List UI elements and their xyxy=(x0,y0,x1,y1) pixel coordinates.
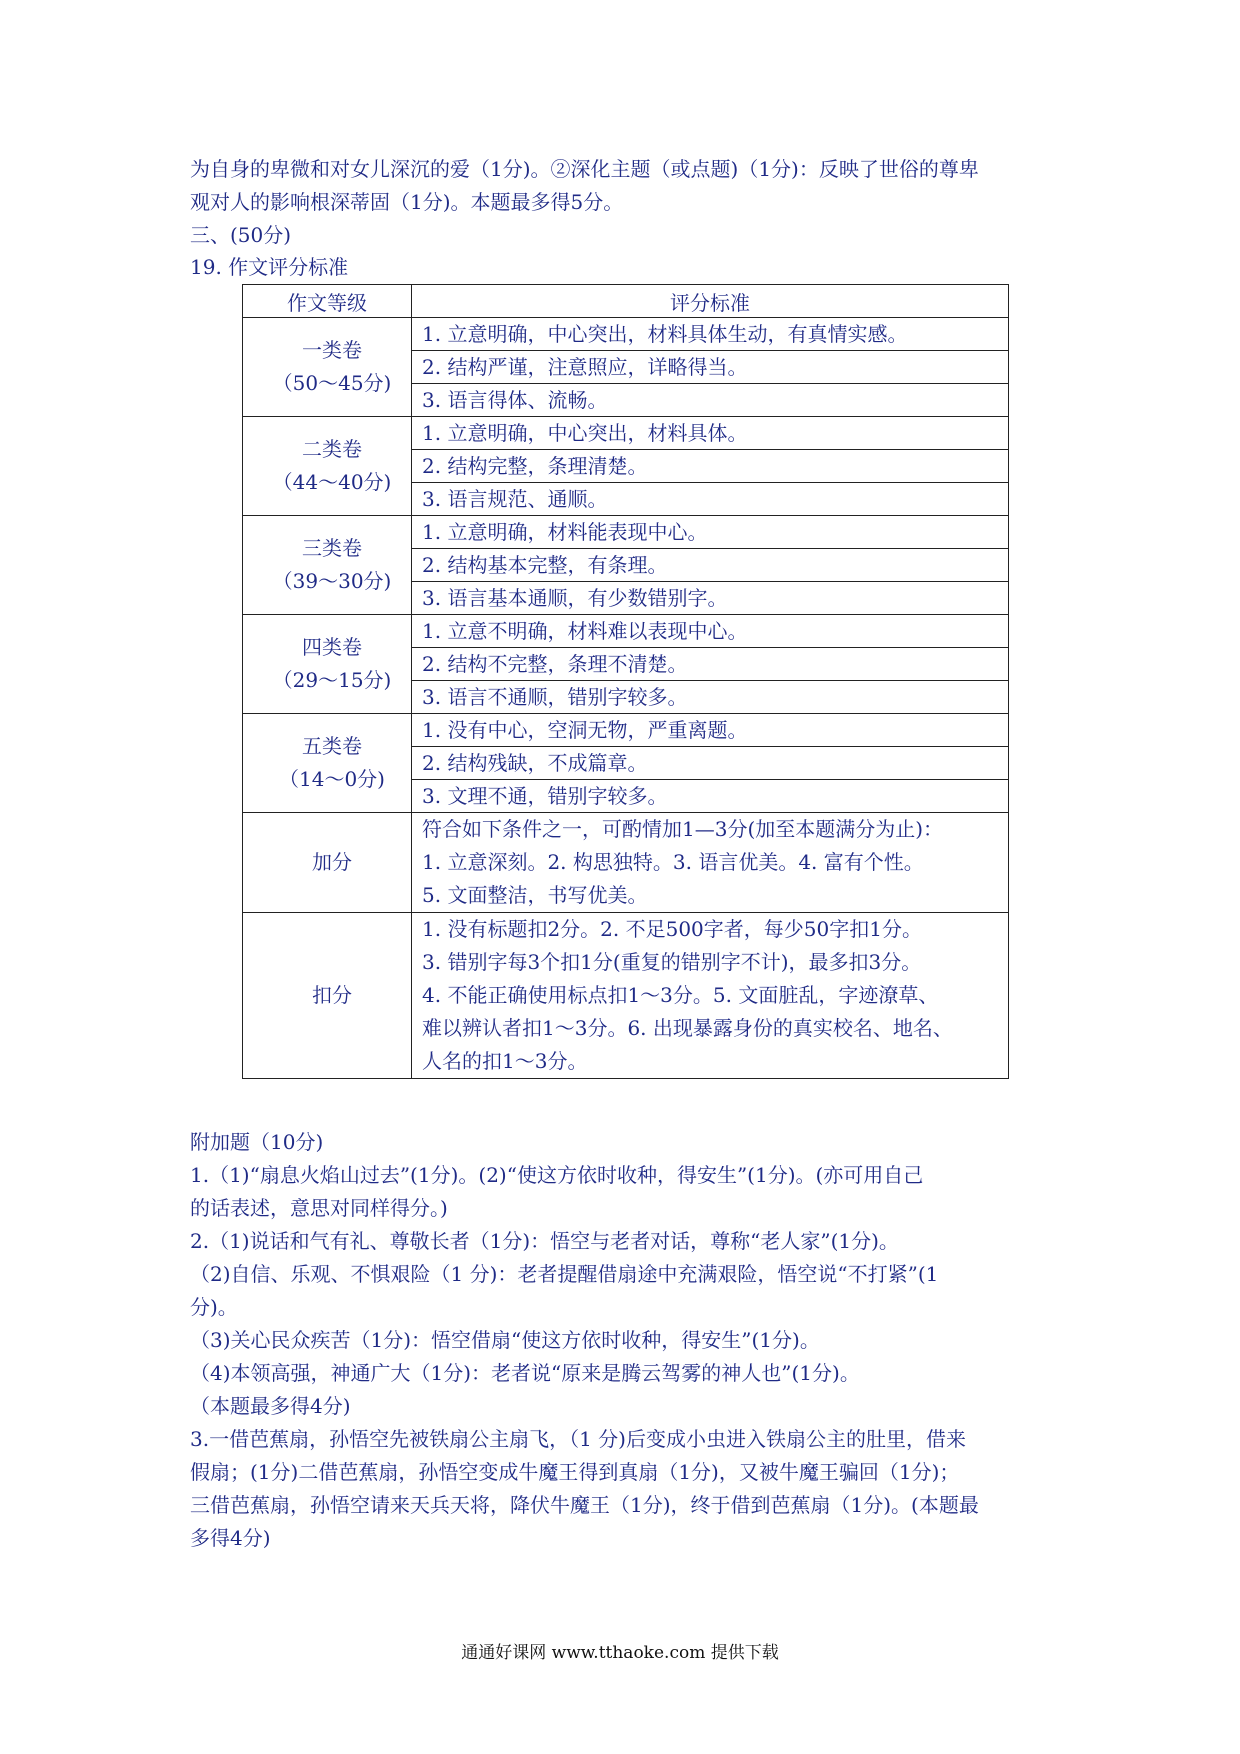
table-row xyxy=(243,516,1009,549)
page-footer: 通通好课网 www.tthaoke.com 提供下载 xyxy=(461,1643,779,1663)
criteria-cell: 2. 结构严谨，注意照应，详略得当。 xyxy=(412,351,1009,384)
criteria-cell: 1. 立意明确，中心突出，材料具体生动，有真情实感。 xyxy=(412,318,1009,351)
q3-line-2: 假扇；(1分)二借芭蕉扇，孙悟空变成牛魔王得到真扇（1分)，又被牛魔王骗回（1分)； xyxy=(190,1460,960,1484)
bonus-line: 1. 立意深刻。2. 构思独特。3. 语言优美。4. 富有个性。 xyxy=(422,850,924,874)
criteria-cell: 1. 立意不明确，材料难以表现中心。 xyxy=(412,615,1009,648)
table-row xyxy=(243,417,1009,450)
header-grade: 作文等级 xyxy=(243,285,412,318)
intro-line-1: 为自身的卑微和对女儿深沉的爱（1分)。②深化主题（或点题)（1分)：反映了世俗的尊卑 xyxy=(190,157,979,181)
criteria-cell: 3. 语言基本通顺，有少数错别字。 xyxy=(412,582,1009,615)
grade-range: （29～15分) xyxy=(272,668,392,692)
criteria-cell: 2. 结构基本完整，有条理。 xyxy=(412,549,1009,582)
deduct-label: 扣分 xyxy=(243,913,412,1079)
q2-line-6: （本题最多得4分) xyxy=(190,1394,351,1418)
q2-line-5: （4)本领高强，神通广大（1分)：老者说“原来是腾云驾雾的神人也”(1分)。 xyxy=(190,1361,860,1385)
table-row xyxy=(243,318,1009,351)
section-3-heading: 三、(50分) xyxy=(190,223,292,247)
deduct-criteria xyxy=(412,913,1009,1079)
q2-line-1: 2.（1)说话和气有礼、尊敬长者（1分)：悟空与老者对话，尊称“老人家”(1分)。 xyxy=(190,1229,899,1253)
essay-scoring-table xyxy=(242,284,1009,1079)
criteria-cell: 2. 结构不完整，条理不清楚。 xyxy=(412,648,1009,681)
q2-line-2: （2)自信、乐观、不惧艰险（1 分)：老者提醒借扇途中充满艰险，悟空说“不打紧”(1 xyxy=(190,1262,939,1286)
criteria-cell: 1. 没有中心，空洞无物，严重离题。 xyxy=(412,714,1009,747)
q19-heading: 19. 作文评分标准 xyxy=(190,255,349,279)
criteria-cell: 3. 语言不通顺，错别字较多。 xyxy=(412,681,1009,714)
q1-line-2: 的话表述，意思对同样得分。) xyxy=(190,1196,448,1220)
grade-cell xyxy=(243,615,412,714)
grade-cell xyxy=(243,318,412,417)
q3-line-4: 多得4分) xyxy=(190,1526,271,1550)
criteria-cell: 1. 立意明确，中心突出，材料具体。 xyxy=(412,417,1009,450)
table-header-row xyxy=(243,285,1009,318)
criteria-cell: 3. 文理不通，错别字较多。 xyxy=(412,780,1009,813)
bonus-label: 加分 xyxy=(243,813,412,913)
deduct-line: 难以辨认者扣1～3分。6. 出现暴露身份的真实校名、地名、 xyxy=(422,1016,953,1040)
intro-line-2: 观对人的影响根深蒂固（1分)。本题最多得5分。 xyxy=(190,190,624,214)
criteria-cell: 3. 语言得体、流畅。 xyxy=(412,384,1009,417)
grade-cell xyxy=(243,714,412,813)
table-row xyxy=(243,615,1009,648)
grade-name: 一类卷 xyxy=(302,338,362,362)
grade-name: 二类卷 xyxy=(302,437,362,461)
grade-cell xyxy=(243,417,412,516)
bonus-section-title: 附加题（10分) xyxy=(190,1130,324,1154)
grade-range: （14～0分) xyxy=(279,767,385,791)
q2-line-4: （3)关心民众疾苦（1分)：悟空借扇“使这方依时收种，得安生”(1分)。 xyxy=(190,1328,820,1352)
grade-name: 四类卷 xyxy=(302,635,362,659)
q3-line-3: 三借芭蕉扇，孙悟空请来天兵天将，降伏牛魔王（1分)，终于借到芭蕉扇（1分)。(本题最 xyxy=(190,1493,979,1517)
criteria-cell: 1. 立意明确，材料能表现中心。 xyxy=(412,516,1009,549)
deduct-line: 4. 不能正确使用标点扣1～3分。5. 文面脏乱，字迹潦草、 xyxy=(422,983,939,1007)
header-criteria: 评分标准 xyxy=(412,285,1009,318)
grade-range: （39～30分) xyxy=(272,569,392,593)
grade-range: （50～45分) xyxy=(272,371,392,395)
deduct-line: 人名的扣1～3分。 xyxy=(422,1049,588,1073)
deduct-row xyxy=(243,913,1009,1079)
q2-line-3: 分)。 xyxy=(190,1295,238,1319)
criteria-cell: 2. 结构完整，条理清楚。 xyxy=(412,450,1009,483)
grade-name: 三类卷 xyxy=(302,536,362,560)
q1-line-1: 1.（1)“扇息火焰山过去”(1分)。(2)“使这方依时收种，得安生”(1分)。(亦可用自己 xyxy=(190,1163,924,1187)
bonus-line: 5. 文面整洁，书写优美。 xyxy=(422,883,648,907)
bonus-row xyxy=(243,813,1009,913)
bonus-criteria xyxy=(412,813,1009,913)
criteria-cell: 3. 语言规范、通顺。 xyxy=(412,483,1009,516)
table-row xyxy=(243,714,1009,747)
grade-range: （44～40分) xyxy=(272,470,392,494)
grade-cell xyxy=(243,516,412,615)
grade-name: 五类卷 xyxy=(302,734,362,758)
q3-line-1: 3.一借芭蕉扇，孙悟空先被铁扇公主扇飞，（1 分)后变成小虫进入铁扇公主的肚里，借来 xyxy=(190,1427,966,1451)
deduct-line: 3. 错别字每3个扣1分(重复的错别字不计)，最多扣3分。 xyxy=(422,950,922,974)
bonus-line: 符合如下条件之一，可酌情加1—3分(加至本题满分为止)： xyxy=(422,817,944,841)
deduct-line: 1. 没有标题扣2分。2. 不足500字者，每少50字扣1分。 xyxy=(422,917,922,941)
criteria-cell: 2. 结构残缺，不成篇章。 xyxy=(412,747,1009,780)
